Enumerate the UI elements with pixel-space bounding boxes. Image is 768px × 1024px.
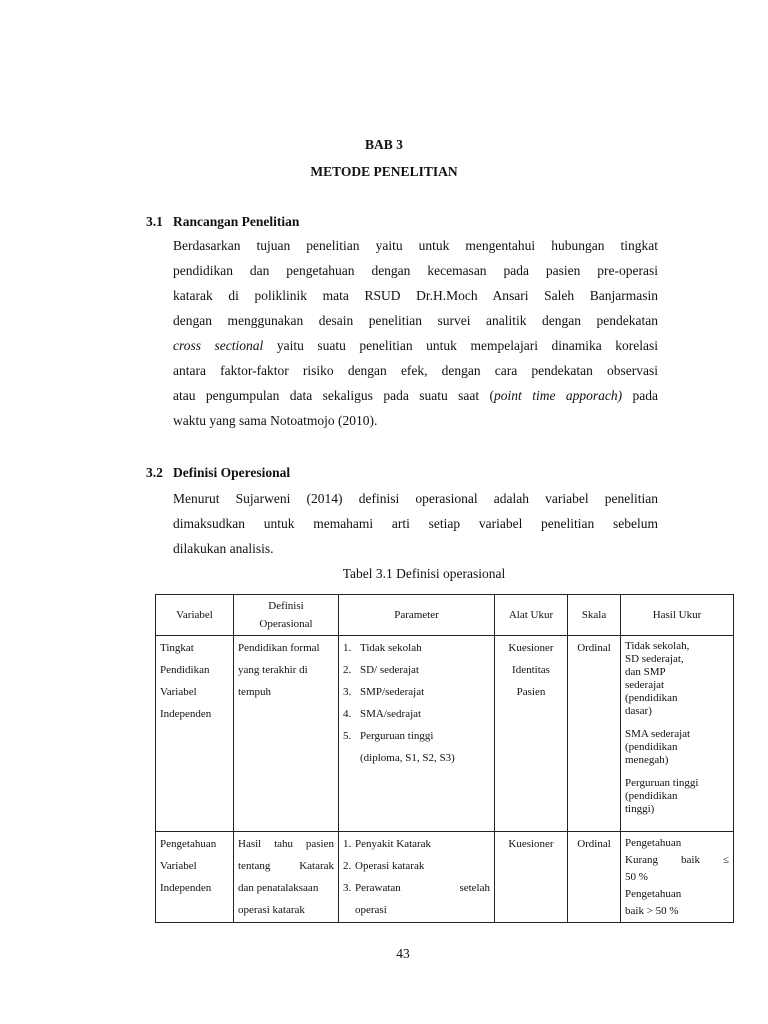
cell-line: Tingkat [160, 642, 194, 654]
list-text: SMA/sedrajat [360, 708, 422, 720]
cell-line: Ordinal [577, 838, 611, 850]
cell-line: (pendidikan [625, 692, 678, 704]
list-item [343, 725, 490, 747]
cell-alat-ukur [495, 636, 568, 832]
cell-line: Pasien [516, 686, 546, 698]
cell-line: tinggi) [625, 803, 655, 815]
header-definisi-line: Operasional [259, 618, 313, 630]
cell-line: Hasil tahu pasien [238, 838, 334, 850]
section-3-1-paragraph [173, 233, 658, 433]
cell-line: sederajat [625, 679, 665, 691]
list-text: SMP/sederajat [360, 686, 425, 698]
cell-line: Pendidikan formal [238, 642, 320, 654]
cell-definisi [234, 832, 339, 923]
cell-parameter [339, 636, 495, 832]
list-text: operasi [355, 904, 387, 916]
paragraph-line: dilakukan analisis. [173, 541, 274, 556]
paragraph-line: dimaksudkan untuk memahami arti setiap variabel penelitian sebelum [173, 516, 658, 531]
paragraph-text: pada [622, 388, 658, 403]
paragraph-text: atau pengumpulan data sekaligus pada suatu saat ( [173, 388, 495, 403]
cell-line: Ordinal [577, 642, 611, 654]
cell-line: dan SMP [625, 666, 666, 678]
paragraph-line: antara faktor-faktor risiko dengan efek, dengan cara pendekatan observasi [173, 363, 658, 378]
table-row [156, 636, 734, 832]
cell-line: Identitas [512, 664, 550, 676]
cell-line: tempuh [238, 686, 271, 698]
cell-line: baik > 50 % [625, 905, 679, 917]
paragraph-line: katarak di poliklinik mata RSUD Dr.H.Moch Ansari Saleh Banjarmasin [173, 288, 658, 303]
list-number: 1. [343, 838, 352, 850]
header-definisi [234, 595, 339, 636]
cell-parameter [339, 832, 495, 923]
definition-table [155, 594, 734, 923]
paragraph-line: Berdasarkan tujuan penelitian yaitu untuk mengentahui hubungan tingkat [173, 238, 658, 253]
list-number: 2. [343, 860, 352, 872]
header-definisi-line: Definisi [268, 600, 304, 612]
cell-line: Independen [160, 708, 212, 720]
section-3-1-heading [146, 214, 299, 230]
section-title: Definisi Operesional [173, 465, 291, 480]
cell-line: 50 % [625, 871, 648, 883]
cell-line: Pengetahuan [625, 888, 682, 900]
cell-line: Variabel [160, 860, 197, 872]
list-number: 3. [343, 882, 352, 894]
section-number: 3.1 [146, 214, 163, 229]
list-item [343, 637, 490, 659]
table-caption: Tabel 3.1 Definisi operasional [342, 566, 506, 581]
table-row [156, 832, 734, 923]
list-text: Operasi katarak [355, 860, 425, 872]
list-text: Penyakit Katarak [355, 838, 432, 850]
cell-line: dan penatalaksaan [238, 882, 319, 894]
paragraph-line [173, 333, 658, 358]
list-number: 1. [343, 642, 352, 654]
paragraph-line: waktu yang sama Notoatmojo (2010). [173, 413, 378, 428]
cell-line: dasar) [625, 705, 652, 717]
list-item [343, 747, 490, 769]
list-number: 2. [343, 664, 352, 676]
cell-variabel [156, 832, 234, 923]
cell-line: Perguruan tinggi [625, 777, 699, 789]
section-3-2-paragraph [173, 486, 658, 561]
table-header-row [156, 595, 734, 636]
list-item [343, 899, 490, 921]
cell-definisi [234, 636, 339, 832]
header-alat-ukur: Alat Ukur [495, 595, 568, 636]
cell-line: (pendidikan [625, 741, 678, 753]
cell-line: Tidak sekolah, [625, 640, 690, 652]
cell-hasil-ukur [621, 636, 734, 832]
list-item [343, 833, 490, 855]
cell-line: (pendidikan [625, 790, 678, 802]
parameter-list [343, 637, 490, 769]
list-text: Perguruan tinggi [360, 730, 434, 742]
cell-line: Pengetahuan [625, 837, 682, 849]
chapter-number: BAB 3 [365, 137, 403, 152]
list-text: Perawatan setelah [355, 882, 490, 894]
page-number: 43 [396, 946, 410, 961]
cell-line: Kuesioner [508, 838, 554, 850]
list-text: (diploma, S1, S2, S3) [360, 752, 455, 764]
cell-line: Pengetahuan [160, 838, 217, 850]
cell-line: tentang Katarak [238, 860, 334, 872]
paragraph-line: pendidikan dan pengetahuan dengan kecemasan pada pasien pre-operasi [173, 263, 658, 278]
cell-variabel [156, 636, 234, 832]
paragraph-line: dengan menggunakan desain penelitian survei analitik dengan pendekatan [173, 313, 658, 328]
cell-line: yang terakhir di [238, 664, 308, 676]
chapter-title: METODE PENELITIAN [310, 164, 458, 179]
parameter-list [343, 833, 490, 921]
cell-line: SMA sederajat [625, 728, 691, 740]
cell-skala [568, 636, 621, 832]
list-text: SD/ sederajat [360, 664, 419, 676]
cell-line: Kuesioner [508, 642, 554, 654]
cell-line: Variabel [160, 686, 197, 698]
cell-line: Kurang baik ≤ [625, 854, 729, 866]
list-item [343, 681, 490, 703]
spacer [625, 718, 729, 728]
section-3-2-heading [146, 465, 290, 481]
cell-hasil-ukur [621, 832, 734, 923]
cell-line: menegah) [625, 754, 669, 766]
header-parameter: Parameter [339, 595, 495, 636]
spacer [625, 767, 729, 777]
list-number: 3. [343, 686, 352, 698]
header-variabel: Variabel [156, 595, 234, 636]
list-text: Tidak sekolah [360, 642, 422, 654]
paragraph-text: yaitu suatu penelitian untuk mempelajari dinamika korelasi [263, 338, 658, 353]
cell-alat-ukur [495, 832, 568, 923]
paragraph-line: Menurut Sujarweni (2014) definisi operasional adalah variabel penelitian [173, 491, 658, 506]
italic-term: cross sectional [173, 338, 264, 353]
section-title: Rancangan Penelitian [173, 214, 300, 229]
section-number: 3.2 [146, 465, 163, 480]
paragraph-line [173, 383, 658, 408]
header-hasil-ukur: Hasil Ukur [621, 595, 734, 636]
list-number: 5. [343, 730, 352, 742]
list-item [343, 659, 490, 681]
cell-line: operasi katarak [238, 904, 305, 916]
list-item [343, 855, 490, 877]
italic-term: point time apporach) [494, 388, 623, 403]
list-item [343, 877, 490, 899]
cell-line: Independen [160, 882, 212, 894]
list-item [343, 703, 490, 725]
cell-line: Pendidikan [160, 664, 210, 676]
cell-skala [568, 832, 621, 923]
cell-line: SD sederajat, [625, 653, 684, 665]
list-number: 4. [343, 708, 352, 720]
header-skala: Skala [568, 595, 621, 636]
